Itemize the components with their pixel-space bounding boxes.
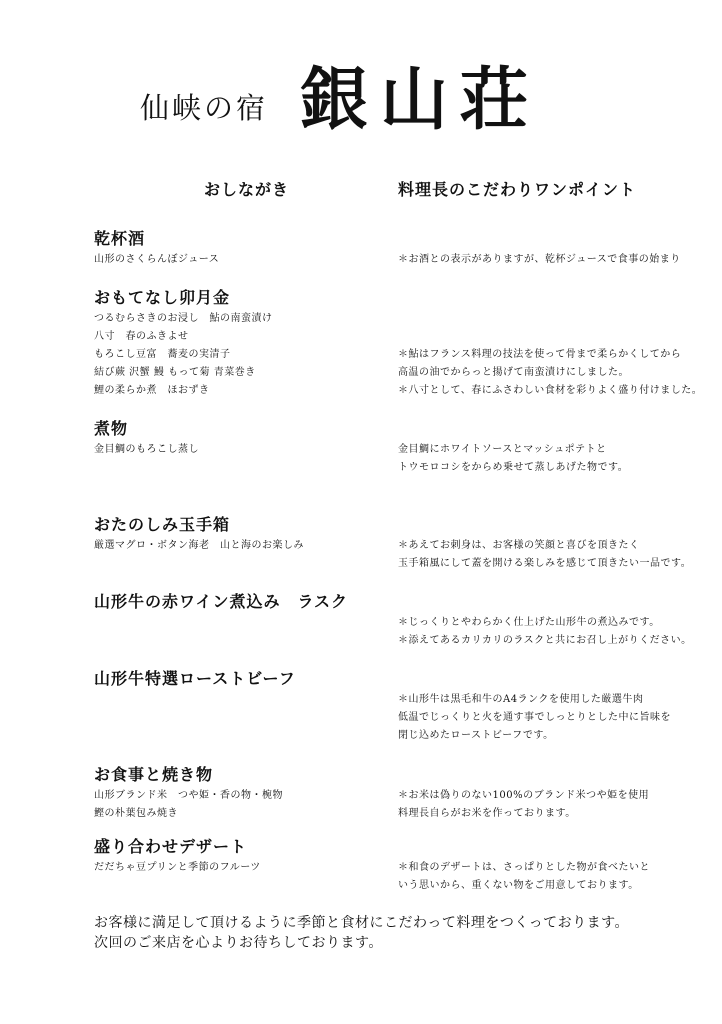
section-title: 山形牛の赤ワイン煮込み ラスク bbox=[94, 592, 349, 611]
chef-note: ＊お米は偽りのない100%のブランド米つや姫を使用 bbox=[398, 790, 650, 801]
chef-note: 玉手箱風にして蓋を開ける楽しみを感じて頂きたい一品です。 bbox=[398, 558, 692, 569]
menu-item: 結び蕨 沢蟹 鰻 もって菊 青菜巻き bbox=[94, 367, 256, 378]
chef-note: トウモロコシをからめ乗せて蒸しあげた物です。 bbox=[398, 462, 629, 473]
chef-notes-column-heading: 料理長のこだわりワンポイント bbox=[398, 180, 637, 199]
chef-note: 金目鯛にホワイトソースとマッシュポテトと bbox=[398, 444, 607, 455]
section-title: 山形牛特選ローストビーフ bbox=[94, 669, 296, 688]
menu-item: もろこし豆富 蕎麦の実清子 bbox=[94, 349, 231, 360]
chef-note: いう思いから、重くない物をご用意しております。 bbox=[398, 880, 639, 891]
header bbox=[0, 58, 722, 148]
chef-note: ＊お酒との表示がありますが、乾杯ジュースで食事の始まり bbox=[398, 254, 681, 265]
menu-item: だだちゃ豆プリンと季節のフルーツ bbox=[94, 862, 261, 873]
chef-note: 高温の油でからっと揚げて南蛮漬けにしました。 bbox=[398, 367, 629, 378]
menu-item: 厳選マグロ・ボタン海老 山と海のお楽しみ bbox=[94, 540, 304, 551]
chef-note: ＊添えてあるカリカリのラスクと共にお召し上がりください。 bbox=[398, 635, 692, 646]
menu-item: 金目鯛のもろこし蒸し bbox=[94, 444, 199, 455]
menu-item: 山形ブランド米 つや姫・香の物・椀物 bbox=[94, 790, 283, 801]
chef-note: ＊和食のデザートは、さっぱりとした物が食べたいと bbox=[398, 862, 650, 873]
menu-item: 鰹の朴葉包み焼き bbox=[94, 808, 178, 819]
section-title: 煮物 bbox=[94, 419, 129, 438]
menu-item: 鯉の柔らか煮 ほおずき bbox=[94, 385, 210, 396]
inn-subtitle: 仙峡の宿 bbox=[140, 91, 269, 125]
inn-logo: 銀山荘 bbox=[300, 60, 541, 140]
chef-note: 低温でじっくりと火を通す事でしっとりとした中に旨味を bbox=[398, 712, 671, 723]
section-title: 乾杯酒 bbox=[94, 229, 146, 248]
closing-message: お客様に満足して頂けるように季節と食材にこだわって料理をつくっております。 bbox=[94, 915, 629, 931]
chef-note: ＊あえてお刺身は、お客様の笑顔と喜びを頂きたく bbox=[398, 540, 640, 551]
menu-column-heading: おしながき bbox=[204, 180, 290, 199]
chef-note: 料理長自らがお米を作っております。 bbox=[398, 808, 576, 819]
menu-item: つるむらさきのお浸し 鮎の南蛮漬け bbox=[94, 313, 273, 324]
chef-note: 閉じ込めたローストビーフです。 bbox=[398, 730, 554, 741]
menu-item: 山形のさくらんぼジュース bbox=[94, 254, 220, 265]
section-title: お食事と焼き物 bbox=[94, 765, 214, 784]
section-title: おたのしみ玉手箱 bbox=[94, 515, 231, 534]
chef-note: ＊山形牛は黒毛和牛のA4ランクを使用した厳選牛肉 bbox=[398, 694, 644, 705]
menu-item: 八寸 春のふきよせ bbox=[94, 331, 189, 342]
closing-message: 次回のご来店を心よりお待ちしております。 bbox=[94, 935, 383, 951]
section-title: おもてなし卯月金 bbox=[94, 288, 231, 307]
chef-note: ＊じっくりとやわらかく仕上げた山形牛の煮込みです。 bbox=[398, 617, 660, 628]
chef-note: ＊鮎はフランス料理の技法を使って骨まで柔らかくしてから bbox=[398, 349, 682, 360]
section-title: 盛り合わせデザート bbox=[94, 837, 248, 856]
chef-note: ＊八寸として、春にふさわしい食材を彩りよく盛り付けました。 bbox=[398, 385, 703, 396]
